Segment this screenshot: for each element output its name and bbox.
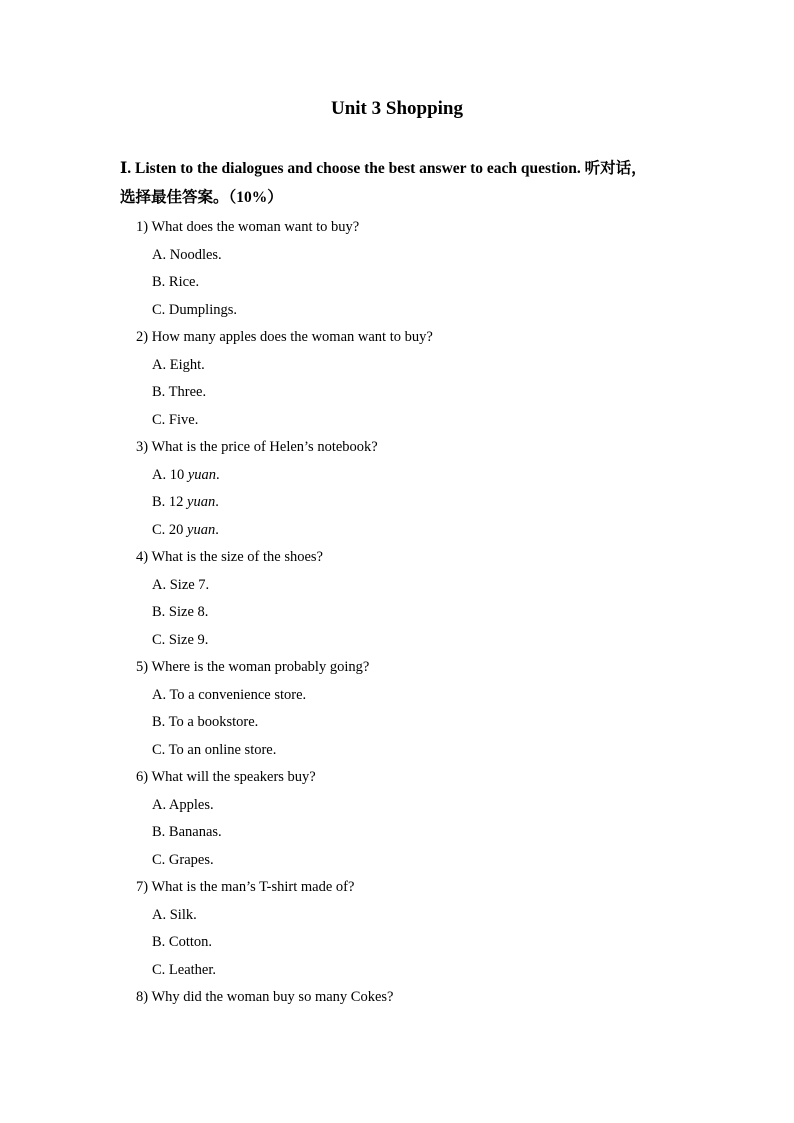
question-text: 3) What is the price of Helen’s notebook? [136,439,378,455]
answer-option: B. Cotton. [152,934,213,950]
question-text: 5) Where is the woman probably going? [136,659,370,675]
section-heading [120,154,680,212]
question-text: 4) What is the size of the shoes? [136,549,323,565]
answer-option: B. Size 8. [152,604,209,620]
question-block [0,214,794,324]
question-text: 8) Why did the woman buy so many Cokes? [136,989,394,1005]
answer-option: B. Bananas. [152,824,222,840]
answer-option: A. Eight. [152,356,205,373]
section-heading-line-2: 选择最佳答案。（10%） [120,189,283,206]
answer-option: C. Dumplings. [152,301,237,318]
question-block [0,874,794,984]
answer-option: B. Rice. [152,274,200,290]
answer-option: C. Leather. [152,961,217,978]
answer-option: C. Size 9. [152,631,209,648]
answer-option: B. Three. [152,384,207,400]
question-block [0,544,794,654]
question-text: 2) How many apples does the woman want to buy? [136,329,433,345]
option-unit: yuan [187,494,216,510]
answer-option [152,517,794,545]
answer-option [152,462,794,490]
question-block [0,434,794,544]
answer-option: C. To an online store. [152,741,277,758]
answer-option: C. Grapes. [152,851,214,868]
question-block [0,324,794,434]
question-text: 6) What will the speakers buy? [136,769,316,785]
question-block [0,984,794,1012]
option-suffix: . [215,494,219,510]
answer-option: A. Apples. [152,796,214,813]
question-block [0,764,794,874]
option-prefix: C. 20 [152,521,188,538]
option-prefix: A. 10 [152,466,188,483]
answer-option: C. Five. [152,411,199,428]
question-text: 1) What does the woman want to buy? [136,219,360,235]
option-unit: yuan [187,466,217,483]
option-prefix: B. 12 [152,494,188,510]
option-unit: yuan [187,521,216,538]
answer-option: A. Size 7. [152,576,210,593]
option-suffix: . [216,466,220,483]
section-heading-line-1: Ⅰ. Listen to the dialogues and choose the best answer to each question. 听对话， [120,160,647,177]
option-suffix: . [215,521,219,538]
answer-option: B. To a bookstore. [152,714,259,730]
question-block [0,654,794,764]
page-title: Unit 3 Shopping [330,98,463,119]
answer-option: A. Silk. [152,906,197,923]
answer-option: A. Noodles. [152,246,222,263]
question-list [0,214,794,1012]
question-text: 7) What is the man’s T-shirt made of? [136,879,355,895]
answer-option [152,489,794,517]
answer-option: A. To a convenience store. [152,686,307,703]
